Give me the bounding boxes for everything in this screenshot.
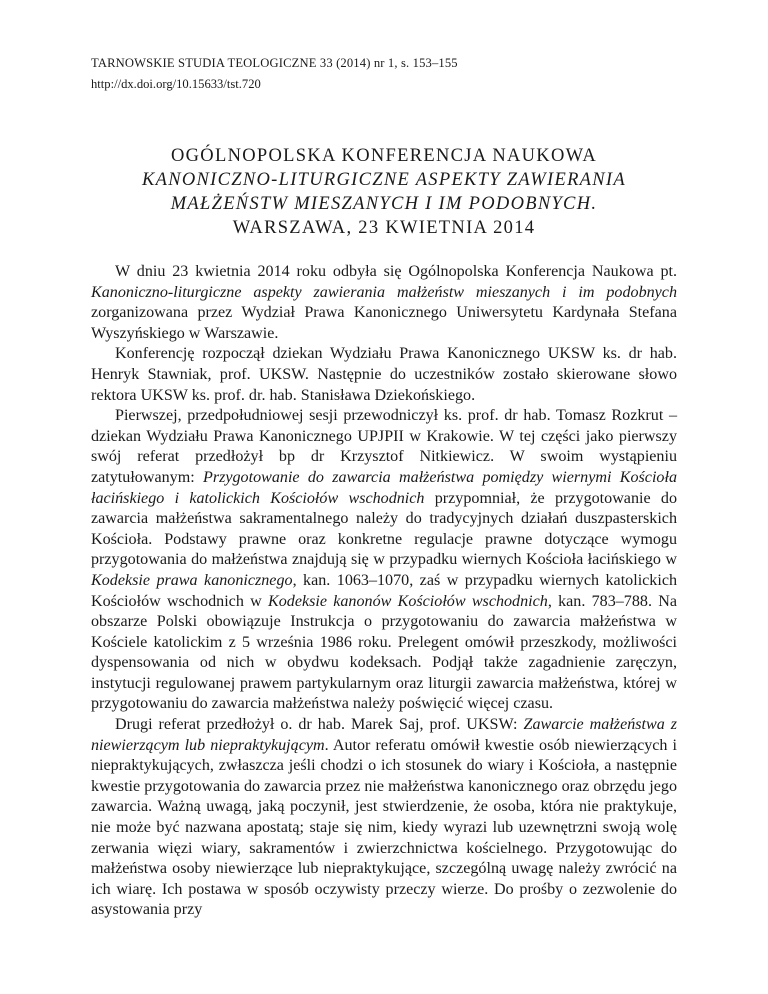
title-line-3: MAŁŻEŃSTW MIESZANYCH I IM PODOBNYCH. [170, 194, 598, 214]
title-line-2: KANONICZNO-LITURGICZNE ASPEKTY ZAWIERANIA [142, 170, 626, 190]
article-body [91, 262, 677, 921]
article-title [91, 144, 677, 240]
paragraph-3: Pierwszej, przedpołudniowej sesji przewodniczył ks. prof. dr hab. Tomasz Rozkrut – dziekan Wydziału Prawa Kanonicznego UPJPII w Krakowie. W tej części jako pierwszy swój referat przedłożył bp dr Krzysztof Nitkiewicz. W swoim wystąpieniu zatytułowanym: Przygotowanie do zawarcia małżeństwa pomiędzy wiernymi Kościoła łacińskiego i katolickich Kościołów wschodnich przypomniał, że przygotowanie do zawarcia małżeństwa sakramentalnego należy do tradycyjnych działań duszpasterskich Kościoła. Podstawy prawne oraz konkretne regulacje prawne dotyczące wymogu przygotowania do małżeństwa znajdują się w przypadku wiernych Kościoła łacińskiego w Kodeksie prawa kanonicznego, kan. 1063–1070, zaś w przypadku wiernych katolickich Kościołów wschodnich w Kodeksie kanonów Kościołów wschodnich, kan. 783–788. Na obszarze Polski obowiązuje Instrukcja o przygotowaniu do zawarcia małżeństwa w Kościele katolickim z 5 września 1986 roku. Prelegent omówił przeszkody, możliwości dyspensowania od nich w obydwu kodeksach. Podjął także zagadnienie zaręczyn, instytucji regulowanej prawem partykularnym oraz liturgii zawarcia małżeństwa, której w przygotowaniu do zawarcia małżeństwa należy poświęcić więcej czasu. [91, 407, 678, 713]
paragraph-2: Konferencję rozpoczął dziekan Wydziału Prawa Kanonicznego UKSW ks. dr hab. Henryk Stawniak, prof. UKSW. Następnie do uczestników zostało skierowane słowo rektora UKSW ks. prof. dr. hab. Stanisława Dziekońskiego. [91, 345, 677, 404]
journal-header: TARNOWSKIE STUDIA TEOLOGICZNE 33 (2014) nr 1, s. 153–155 [91, 56, 458, 70]
doi-link[interactable]: http://dx.doi.org/10.15633/tst.720 [91, 77, 261, 91]
paragraph-4: Drugi referat przedłożył o. dr hab. Marek Saj, prof. UKSW: Zawarcie małżeństwa z niewierzącym lub niepraktykującym. Autor referatu omówił kwestie osób niewierzących i niepraktykujących, zwłaszcza jeśli chodzi o ich stosunek do wiary i Kościoła, a następnie kwestie przygotowania do zawarcia przez nie małżeństwa kanonicznego oraz obrzędu jego zawarcia. Ważną uwagą, jaką poczynił, jest stwierdzenie, że osoba, która nie praktykuje, nie może być nazwana apostatą; staje się nim, kiedy wyrazi lub uzewnętrzni swoją wolę zerwania więzi wiary, sakramentów i zwierzchnictwa kościelnego. Przygotowując do małżeństwa osoby niewierzące lub niepraktykujące, szczególną uwagę należy zwrócić na ich wiarę. Ich postawa w sposób oczywisty przeczy wierze. Do prośby o zezwolenie do asystowania przy [91, 716, 677, 919]
title-line-4: WARSZAWA, 23 KWIETNIA 2014 [232, 218, 536, 238]
paragraph-1: W dniu 23 kwietnia 2014 roku odbyła się Ogólnopolska Konferencja Naukowa pt. Kanoniczno-liturgiczne aspekty zawierania małżeństw mieszanych i im podobnych zorganizowana przez Wydział Prawa Kanonicznego Uniwersytetu Kardynała Stefana Wyszyńskiego w Warszawie. [91, 263, 677, 342]
title-line-1: OGÓLNOPOLSKA KONFERENCJA NAUKOWA [170, 146, 597, 166]
